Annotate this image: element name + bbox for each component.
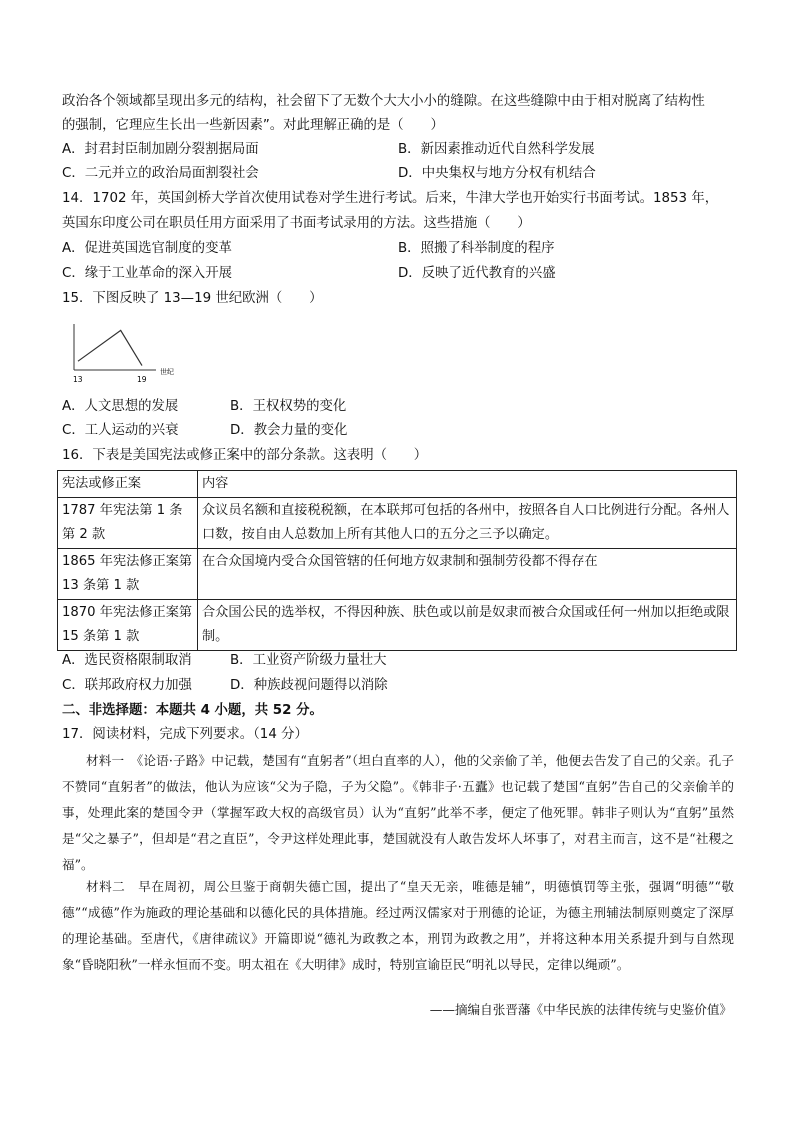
q14-option-a[interactable]: A．促进英国选官制度的变革	[62, 241, 232, 256]
q14-option-d[interactable]: D．反映了近代教育的兴盛	[398, 266, 556, 281]
table-header-row	[58, 471, 737, 498]
q14-option-b[interactable]: B．照搬了科举制度的程序	[398, 241, 555, 256]
series-line	[78, 330, 142, 365]
q15-option-d[interactable]: D．教会力量的变化	[230, 423, 348, 438]
q15-option-a[interactable]: A．人文思想的发展	[62, 399, 179, 414]
table-row	[58, 549, 737, 600]
q15-option-b[interactable]: B．王权权势的变化	[230, 399, 347, 414]
q17-stem: 17．阅读材料，完成下列要求。（14 分）	[62, 727, 308, 742]
q13-option-b[interactable]: B．新因素推动近代自然科学发展	[398, 142, 595, 157]
table-cell-content: 在合众国境内受合众国管辖的任何地方奴隶制和强制劳役都不得存在	[198, 549, 737, 600]
table-cell-law: 1870 年宪法修正案第 15 条第 1 款	[58, 600, 198, 651]
q16-option-a[interactable]: A．选民资格限制取消	[62, 653, 192, 668]
q17-source: ——摘编自张晋藩《中华民族的法律传统与史鉴价值》	[429, 1002, 732, 1017]
section2-title: 二、非选择题：本题共 4 小题，共 52 分。	[62, 703, 323, 718]
table-cell-law: 1787 年宪法第 1 条第 2 款	[58, 498, 198, 549]
q15-line-chart	[62, 322, 192, 386]
q16-option-b[interactable]: B．工业资产阶级力量壮大	[230, 653, 387, 668]
q13-option-d[interactable]: D．中央集权与地方分权有机结合	[398, 166, 596, 181]
table-header-cell: 内容	[198, 471, 737, 498]
x-tick-label: 19	[137, 375, 147, 384]
table-header-cell: 宪法或修正案	[58, 471, 198, 498]
q13-option-c[interactable]: C．二元并立的政治局面割裂社会	[62, 166, 259, 181]
table-cell-law: 1865 年宪法修正案第 13 条第 1 款	[58, 549, 198, 600]
table-row	[58, 498, 737, 549]
table-row	[58, 600, 737, 651]
q16-option-c[interactable]: C．联邦政府权力加强	[62, 678, 192, 693]
q14-stem-line1: 14．1702 年，英国剑桥大学首次使用试卷对学生进行考试。后来，牛津大学也开始实行书面考试。1853 年，	[62, 191, 719, 206]
q17-material2: 材料二 早在周初，周公旦鉴于商朝失德亡国，提出了“皇天无亲，唯德是辅”，明德慎罚等主张，强调“明德”“敬德”“成德”作为施政的理论基础和以德化民的具体措施。经过两汉儒家对于刑德的论证，为德主刑辅法制原则奠定了深厚的理论基础。至唐代，《唐律疏议》开篇即说“德礼为政教之本，刑罚为政教之用”，并将这种本用关系提升到与自然现象“昏晓阳秋”一样永恒而不变。明太祖在《大明律》成时，特别宣谕臣民“明礼以导民，定律以绳顽”。	[62, 879, 734, 972]
q14-option-c[interactable]: C．缘于工业革命的深入开展	[62, 266, 233, 281]
q13-stem-line1: 政治各个领域都呈现出多元的结构，社会留下了无数个大大小小的缝隙。在这些缝隙中由于相对脱离了结构性	[62, 94, 705, 109]
q15-option-c[interactable]: C．工人运动的兴衰	[62, 423, 179, 438]
q13-option-a[interactable]: A．封君封臣制加剧分裂割据局面	[62, 142, 259, 157]
q16-option-d[interactable]: D．种族歧视问题得以消除	[230, 678, 388, 693]
q13-stem-line2: 的强制，它理应生长出一些新因素”。对此理解正确的是（ ）	[62, 118, 444, 133]
table-cell-content: 众议员名额和直接税税额，在本联邦可包括的各州中，按照各自人口比例进行分配。各州人口数，按自由人总数加上所有其他人口的五分之三予以确定。	[198, 498, 737, 549]
q15-stem: 15．下图反映了 13—19 世纪欧洲（ ）	[62, 291, 323, 306]
q16-stem: 16．下表是美国宪法或修正案中的部分条款。这表明（ ）	[62, 448, 428, 463]
x-axis-label: 世纪	[160, 368, 174, 376]
x-tick-label: 13	[73, 375, 83, 384]
table-cell-content: 合众国公民的选举权，不得因种族、肤色或以前是奴隶而被合众国或任何一州加以拒绝或限制。	[198, 600, 737, 651]
q14-stem-line2: 英国东印度公司在职员任用方面采用了书面考试录用的方法。这些措施（ ）	[62, 216, 531, 231]
q17-material1: 材料一 《论语·子路》中记载，楚国有“直躬者”（坦白直率的人），他的父亲偷了羊，他便去告发了自己的父亲。孔子不赞同“直躬者”的做法，他认为应该“父为子隐，子为父隐”。《韩非子·五蠹》也记载了楚国“直躬”告自己的父亲偷羊的事，处理此案的楚国令尹（掌握军政大权的高级官员）认为“直躬”此举不孝，便定了他死罪。韩非子则认为“直躬”虽然是“父之暴子”，但却是“君之直臣”，令尹这样处理此事，楚国就没有人敢告发坏人坏事了，对君主而言，这不是“社稷之福”。	[62, 753, 734, 872]
q16-table	[57, 470, 737, 651]
